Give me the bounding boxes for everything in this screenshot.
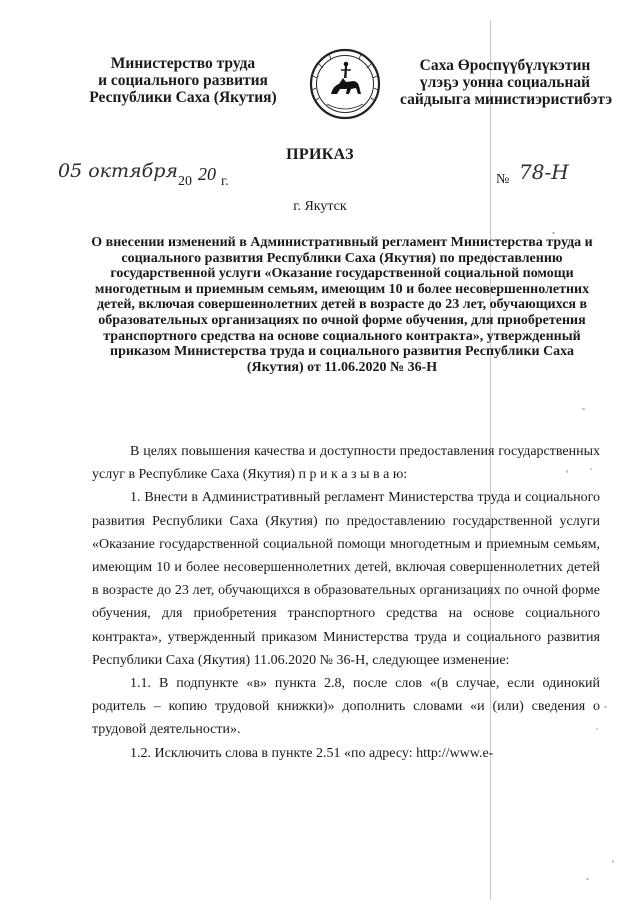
order-number-label: № (496, 172, 510, 187)
ministry-name-line: сайдыыга министиэристибэтэ (400, 91, 613, 108)
order-date-handwritten: 05 октября (58, 160, 178, 182)
ministry-name-line: Саха Өроспүүбүлүкэтин (419, 57, 591, 74)
order-title: ПРИКАЗ (286, 146, 354, 163)
item-1-2-paragraph: 1.2. Исключить слова в пункте 2.51 «по адресу: http://www.e- (130, 745, 494, 761)
preamble-paragraph: В целях повышения качества и доступности предоставления государственных услуг в Республике Саха (Якутия) п р и к а з ы в а ю: (92, 444, 600, 483)
order-number-handwritten: 78-Н (519, 160, 569, 184)
order-year-handwritten: 20 (198, 164, 216, 184)
ministry-name-line: Республики Саха (Якутия) (89, 89, 277, 106)
scan-speck (586, 878, 589, 880)
order-subject: О внесении изменений в Административный регламент Министерства труда и социального развития Республики Саха (Якутия) по предоставлению государственной услуги «Оказание государственной социальной помощи многодетным и приемным семьям, имеющим 10 и более несовершеннолетних детей, включая совершеннолетних детей в возрасте до 23 лет, обучающихся в образовательных организациях по очной форме обучения, для приобретения транспортного средства на основе социального контракта», утвержденный приказом Министерства труда и социального развития Республики Саха (Якутия) от 11.06.2020 № 36-Н (91, 235, 593, 375)
scan-speck (582, 408, 585, 410)
scan-speck (566, 470, 568, 473)
scan-speck (590, 468, 592, 470)
scan-speck (571, 246, 573, 248)
ministry-name-yakut (400, 57, 613, 108)
item-1-1-paragraph: 1.1. В подпункте «в» пункта 2.8, после слов «(в случае, если одинокий родитель – копию трудовой книжки)» дополнить словами «и (или) сведения о трудовой деятельности». (92, 676, 600, 738)
ministry-name-line: Министерство труда (110, 55, 256, 72)
republic-coat-of-arms-icon (309, 48, 381, 120)
scan-speck (612, 860, 614, 863)
order-city: г. Якутск (293, 199, 347, 214)
ministry-name-line: и социального развития (98, 72, 268, 89)
item-1-paragraph: 1. Внести в Административный регламент Министерства труда и социального развития Республики Саха (Якутия) по предоставлению государственной услуги «Оказание государственной социальной помощи многодетным и приемным семьям, имеющим 10 и более несовершеннолетних детей, включая совершеннолетних детей в возрасте до 23 лет, обучающихся в образовательных организациях по очной форме обучения, для приобретения транспортного средства на основе социального контракта», утвержденный приказом Министерства труда и социального развития Республики Саха (Якутия) 11.06.2020 № 36-Н, следующее изменение: (92, 490, 600, 668)
ministry-name-line: үлэҕэ уонна социальнай (419, 74, 591, 91)
ministry-name-russian (78, 55, 288, 106)
scan-speck (552, 232, 555, 234)
scan-speck (604, 706, 607, 708)
order-body (92, 440, 600, 765)
scan-speck (596, 728, 598, 730)
order-year-suffix: г. (221, 174, 229, 189)
order-year-prefix: 20 (178, 174, 192, 189)
